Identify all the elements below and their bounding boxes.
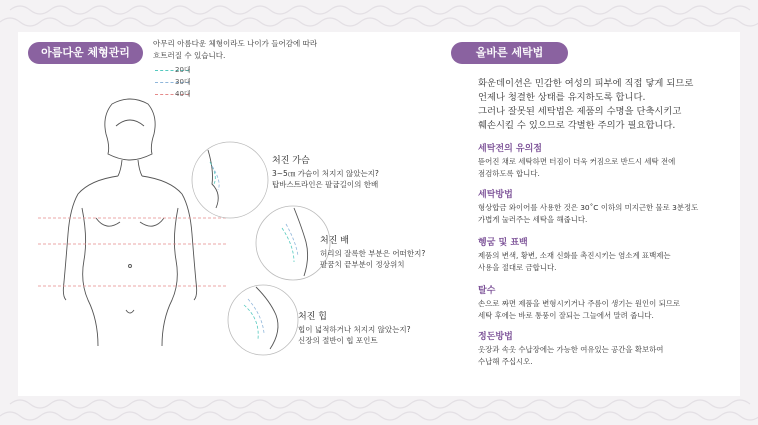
- legend-label-30: 30대: [175, 78, 191, 86]
- legend-label-20: 20대: [175, 66, 191, 74]
- desc-line-4: 훼손시킬 수 있으므로 각별한 주의가 필요합니다.: [478, 120, 676, 131]
- washing-guide-description: [478, 77, 738, 133]
- washing-guide-badge: 올바른 세탁법: [451, 42, 568, 64]
- section-spin-dry-title: 탈수: [478, 286, 496, 296]
- section-storage-line-2: 수납해 주십시오.: [478, 357, 533, 366]
- callout-belly-title: 처진 배: [320, 236, 349, 246]
- intro-line-2: 흐트러질 수 있습니다.: [153, 51, 226, 60]
- section-wash-method-title: 세탁방법: [478, 190, 513, 200]
- section-storage: [478, 331, 738, 368]
- hip-zoom-circle: [226, 283, 300, 357]
- callout-belly-line-1: 허리의 잘록한 부분은 어떠한지?: [320, 249, 426, 258]
- callout-bust: [272, 156, 379, 190]
- section-rinse-bleach-title: 헹굼 및 표백: [478, 238, 528, 248]
- section-pre-wash-line-1: 뜯어진 채로 세탁하면 터짐이 더욱 커짐으로 반드시 세탁 전에: [478, 157, 676, 166]
- section-storage-line-1: 옷장과 속옷 수납장에는 가능한 여유있는 공간을 확보하여: [478, 345, 664, 354]
- legend-item-40: [155, 88, 225, 100]
- callout-bust-title: 처진 가슴: [272, 156, 310, 166]
- callout-hip: [298, 312, 411, 346]
- callout-belly: [320, 236, 425, 270]
- intro-line-1: 아무리 아름다운 체형이라도 나이가 들어감에 따라: [153, 39, 318, 48]
- desc-line-3: 그러나 잘못된 세탁법은 제품의 수명을 단축시키고: [478, 106, 682, 117]
- legend-label-40: 40대: [175, 90, 191, 98]
- section-pre-wash-line-2: 점검하도록 합니다.: [478, 169, 540, 178]
- section-wash-method-line-1: 형상합금 와이어를 사용한 것은 30˚C 이하의 미지근한 물로 3분정도: [478, 203, 699, 212]
- callout-belly-line-2: 팔꿈치 끝부분이 정상위치: [320, 260, 405, 269]
- age-legend: [155, 64, 225, 100]
- callout-hip-line-2: 신장의 절반이 힙 포인트: [298, 336, 378, 345]
- legend-item-20: [155, 64, 225, 76]
- body-figure-illustration: [30, 96, 230, 346]
- callout-bust-line-1: 3~5㎝ 가슴이 처지지 않았는지?: [272, 169, 379, 178]
- section-rinse-bleach-line-2: 사용을 절대로 금합니다.: [478, 263, 557, 272]
- callout-hip-line-1: 힙이 넓적하거나 처지지 않았는지?: [298, 325, 411, 334]
- callout-hip-title: 처진 힙: [298, 312, 327, 322]
- section-spin-dry: [478, 285, 738, 322]
- legend-item-30: [155, 76, 225, 88]
- section-wash-method-line-2: 가볍게 눌러주는 세탁을 해줍니다.: [478, 215, 588, 224]
- section-spin-dry-line-1: 손으로 짜면 제품을 변형시키거나 주름이 생기는 원인이 되므로: [478, 299, 681, 308]
- desc-line-2: 언제나 청결한 상태를 유지하도록 합니다.: [478, 92, 646, 103]
- section-rinse-bleach: [478, 237, 738, 274]
- section-pre-wash-title: 세탁전의 유의점: [478, 144, 542, 154]
- desc-line-1: 화운데이션은 민감한 여성의 피부에 직접 닿게 되므로: [478, 78, 694, 89]
- body-care-intro: [153, 38, 373, 62]
- callout-bust-line-2: 탑바스트라인은 팔굽길이의 한배: [272, 180, 379, 189]
- section-spin-dry-line-2: 세탁 후에는 바로 통풍이 잘되는 그늘에서 말려 줍니다.: [478, 311, 654, 320]
- section-rinse-bleach-line-1: 제품의 변색, 황변, 소재 신화를 촉진시키는 염소계 표백제는: [478, 251, 671, 260]
- section-wash-method: [478, 189, 738, 226]
- section-pre-wash: [478, 143, 738, 180]
- body-care-badge: 아름다운 체형관리: [28, 42, 143, 64]
- section-storage-title: 정돈방법: [478, 332, 513, 342]
